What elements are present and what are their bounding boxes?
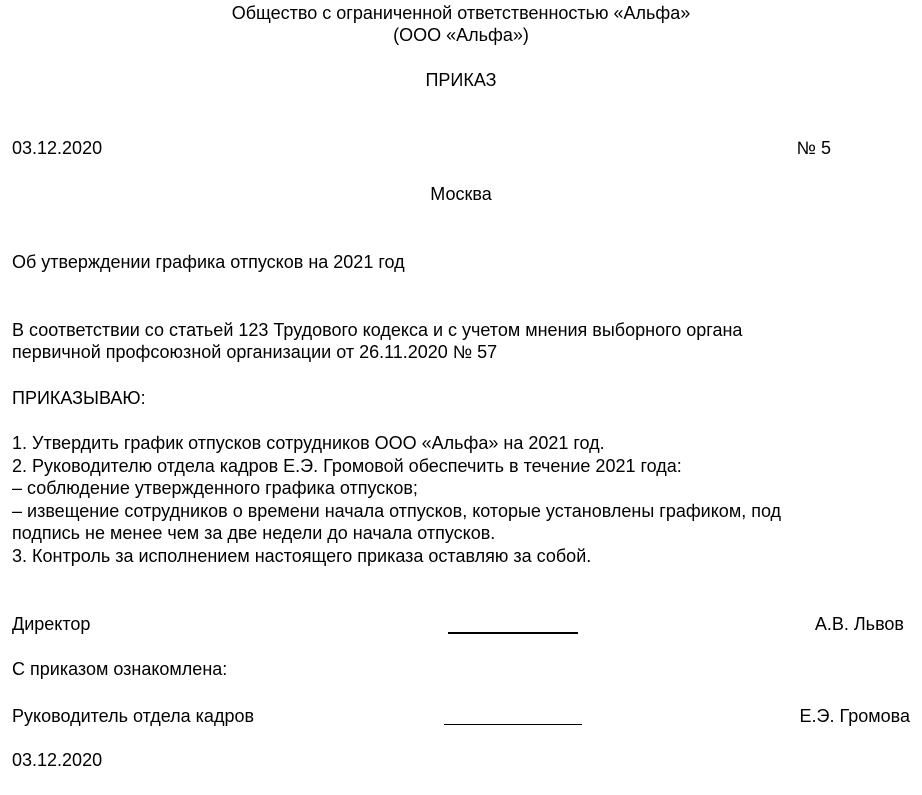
director-title: Директор [12, 614, 91, 634]
order-item: 2. Руководителю отдела кадров Е.Э. Громовой обеспечить в течение 2021 года: [12, 456, 682, 476]
hr-signature-line [444, 724, 582, 725]
order-item: – извещение сотрудников о времени начала отпусков, которые установлены графиком, под [12, 501, 782, 521]
organization-short-name: (ООО «Альфа») [393, 25, 529, 45]
acquainted-label: С приказом ознакомлена: [12, 659, 228, 679]
order-number: № 5 [796, 138, 831, 158]
order-date: 03.12.2020 [12, 138, 103, 158]
order-item: подпись не менее чем за две недели до начала отпусков. [12, 523, 496, 543]
organization-full-name: Общество с ограниченной ответственностью «Альфа» [231, 3, 691, 23]
preamble-line-2: первичной профсоюзной организации от 26.11.2020 № 57 [12, 342, 498, 362]
acknowledgement-date: 03.12.2020 [12, 750, 103, 770]
preamble-line-1: В соответствии со статьей 123 Трудового кодекса и с учетом мнения выборного органа [12, 320, 743, 340]
hr-head-name: Е.Э. Громова [799, 706, 910, 726]
director-name: А.В. Львов [814, 614, 904, 634]
document-type-title: ПРИКАЗ [425, 70, 497, 90]
hr-head-title: Руководитель отдела кадров [12, 706, 255, 726]
order-subject: Об утверждении графика отпусков на 2021 год [12, 252, 405, 272]
order-item: 1. Утвердить график отпусков сотрудников ООО «Альфа» на 2021 год. [12, 433, 605, 453]
order-item: 3. Контроль за исполнением настоящего приказа оставляю за собой. [12, 546, 592, 566]
order-city: Москва [430, 184, 492, 204]
order-item: – соблюдение утвержденного графика отпусков; [12, 478, 418, 498]
director-signature-line [448, 632, 578, 634]
order-word: ПРИКАЗЫВАЮ: [12, 388, 146, 408]
